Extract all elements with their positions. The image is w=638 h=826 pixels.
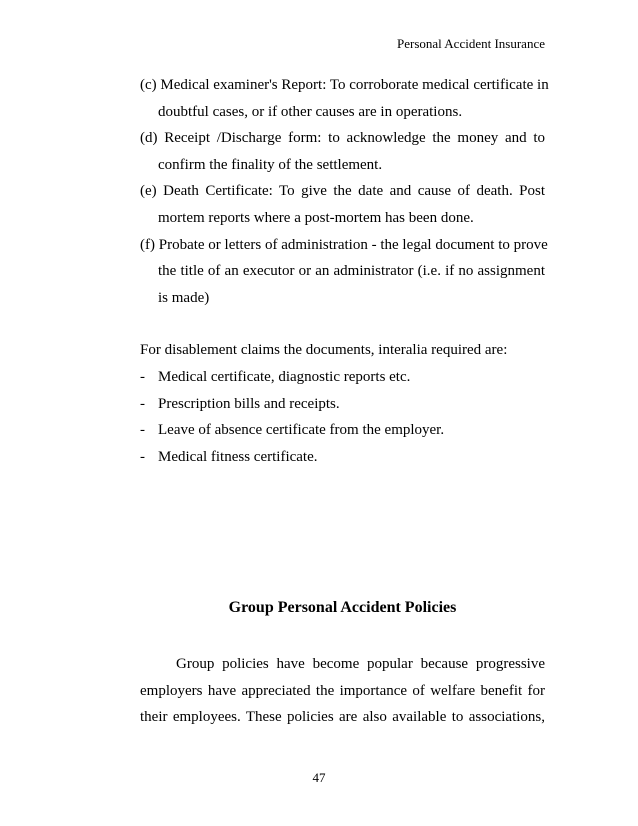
section-paragraph — [140, 651, 545, 731]
disablement-item-text: Prescription bills and receipts. — [158, 395, 340, 412]
document-item-line: mortem reports where a post-mortem has been done. — [158, 209, 474, 226]
disablement-list-item — [140, 364, 545, 391]
document-list — [140, 72, 549, 470]
dash-bullet: - — [140, 422, 145, 439]
paragraph-line: their employees. These policies are also available to associations, — [140, 709, 545, 726]
document-item-line: (e) Death Certificate: To give the date and cause of death. Post — [140, 183, 545, 200]
running-header: Personal Accident Insurance — [396, 36, 545, 51]
section-heading: Group Personal Accident Policies — [228, 599, 457, 616]
document-item-line: the title of an executor or an administrator (i.e. if no assignment — [158, 263, 545, 280]
document-item-line: (c) Medical examiner's Report: To corroborate medical certificate in — [140, 77, 549, 93]
dash-bullet: - — [140, 448, 145, 465]
document-item-line: (f) Probate or letters of administration - the legal document to prove — [140, 236, 548, 253]
disablement-list-item — [140, 444, 545, 471]
document-item-f — [140, 232, 548, 312]
document-item-line: is made) — [158, 289, 210, 306]
paragraph-line: employers have appreciated the importance of welfare benefit for — [140, 682, 545, 699]
paragraph-line: Group policies have become popular because progressive — [176, 656, 545, 672]
document-item-d — [140, 125, 545, 178]
document-item-e — [140, 178, 545, 231]
disablement-item-text: Medical certificate, diagnostic reports etc. — [158, 368, 411, 385]
disablement-item-text: Leave of absence certificate from the employer. — [158, 422, 445, 439]
dash-bullet: - — [140, 368, 145, 385]
disablement-list-item — [140, 391, 545, 418]
document-item-line: (d) Receipt /Discharge form: to acknowledge the money and to — [140, 130, 545, 147]
document-item-line: doubtful cases, or if other causes are in operations. — [158, 103, 463, 120]
page-number: 47 — [312, 770, 326, 785]
disablement-list-item — [140, 417, 545, 444]
document-item-c — [140, 72, 549, 125]
disablement-item-text: Medical fitness certificate. — [158, 448, 318, 465]
document-item-line: confirm the finality of the settlement. — [158, 156, 383, 173]
disablement-intro: For disablement claims the documents, interalia required are: — [140, 342, 508, 359]
dash-bullet: - — [140, 395, 145, 412]
